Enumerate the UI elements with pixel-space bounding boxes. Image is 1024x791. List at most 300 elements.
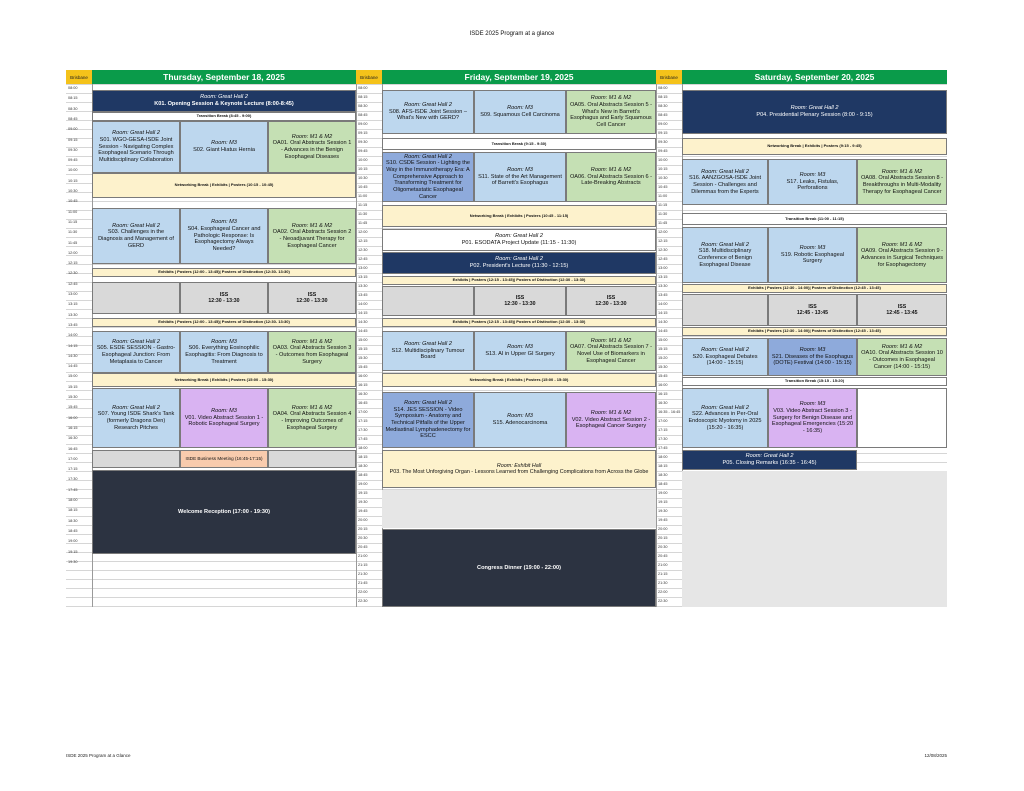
- day-header-sat: Saturday, September 20, 2025: [682, 70, 947, 84]
- session-oa08[interactable]: [857, 159, 947, 205]
- time-label: 18:30: [358, 464, 368, 468]
- time-label: 16:00: [658, 383, 668, 387]
- business-meeting[interactable]: ISDE Business Meeting (16:45-17:15): [180, 450, 268, 468]
- time-label: 17:00: [658, 419, 668, 423]
- time-label: 16:45: [358, 401, 368, 405]
- time-label: 21:30: [658, 581, 668, 585]
- room-label: Room: M3: [507, 413, 533, 420]
- time-label: 11:00: [658, 194, 668, 198]
- session-title: V01. Video Abstract Session 1 - Robotic Esophageal Surgery: [184, 414, 264, 428]
- congress-dinner[interactable]: Congress Dinner (19:00 - 22:00): [382, 529, 656, 607]
- networking-break: Networking Break | Exhibits | Posters (10:15 - 10:45): [92, 173, 356, 198]
- session-oa02[interactable]: [268, 208, 356, 264]
- session-title: V03. Video Abstract Session 3 - Surgery for Benign Disease and Esophageal Emergencies (15:20 - 16:35): [771, 407, 854, 435]
- time-label: 15:15: [658, 347, 668, 351]
- time-label: 18:45: [68, 528, 78, 533]
- time-label: 14:00: [68, 333, 78, 338]
- session-title: S14. JES SESSION - Video Symposium - Anatomy and Technical Pitfalls of the Upper Mediastinal Lymphadenectomy for ESCC: [385, 406, 471, 440]
- session-s05[interactable]: [92, 331, 180, 373]
- room-label: Room: Great Hall 2: [404, 153, 452, 160]
- room-label: Room: M1 & M2: [881, 241, 923, 248]
- session-s07[interactable]: [92, 388, 180, 448]
- room-label: Room: M1 & M2: [881, 343, 923, 350]
- session-title: OA03. Oral Abstracts Session 3 - Outcomes from Esophageal Surgery: [272, 345, 352, 365]
- time-label: 18:45: [358, 473, 368, 477]
- room-label: Room: M3: [507, 344, 533, 351]
- transition-break: Transition Break (15:15 - 15:20): [682, 377, 947, 386]
- time-label: 19:30: [658, 509, 668, 513]
- room-label: Room: M1 & M2: [590, 409, 632, 416]
- time-label: 16:00: [68, 415, 78, 420]
- time-label: 20:45: [358, 545, 368, 549]
- timezone-label-thu: Brisbane: [66, 70, 92, 84]
- session-title: S02. Giant Hiatus Hernia: [193, 147, 255, 153]
- session-title: S18. Multidisciplinary Conference of Benign Esophageal Disease: [697, 248, 753, 268]
- time-label: 14:30: [68, 353, 78, 358]
- exhibits-bar: Exhibits | Posters (12:15 - 13:45)| Posters of Distinction (12:30 - 13:30): [382, 276, 656, 285]
- session-p02[interactable]: [382, 252, 656, 274]
- session-title: V02. Video Abstract Session 2 - Esophageal Cancer Surgery: [571, 416, 651, 430]
- time-label: 14:45: [68, 364, 78, 369]
- session-p04[interactable]: [682, 90, 947, 134]
- exhibits-bar: Exhibits | Posters (12:15 - 13:45)| Posters of Distinction (12:30 - 13:30): [382, 318, 656, 327]
- page-title: ISDE 2025 Program at a glance: [469, 31, 555, 37]
- room-label: Room: Great Hall 2: [495, 256, 543, 263]
- session-s01[interactable]: [92, 121, 180, 173]
- time-label: 19:15: [358, 491, 368, 495]
- session-title: P03. The Most Unforgiving Organ - Lessons Learned from Challenging Complications from Across the Globe: [389, 469, 649, 475]
- program-grid: [66, 70, 947, 607]
- time-label: 09:45: [658, 149, 668, 153]
- room-label: Room: Great Hall 2: [701, 241, 749, 248]
- time-label: 15:45: [658, 374, 668, 378]
- time-label: 10:00: [358, 158, 368, 162]
- room-label: Room: M3: [211, 140, 237, 147]
- session-title: OA05. Oral Abstracts Session 5 - What's New in Barrett's Esophagus and Early Squamous Cell Cancer: [569, 101, 653, 129]
- time-label: 09:45: [68, 158, 78, 163]
- time-label: 13:00: [68, 292, 78, 296]
- session-iss[interactable]: [474, 286, 566, 316]
- session-s13[interactable]: [474, 331, 566, 371]
- exhibits-bar: Exhibits | Posters (12:30 - 14:00)| Posters of Distinction (12:45 - 13:45): [682, 327, 947, 336]
- time-label: 16:30: [68, 436, 78, 441]
- room-label: Room: Great Hall 2: [745, 453, 794, 460]
- session-title: OA01. Oral Abstracts Session 1 - Advances in the Benign Esophageal Diseases: [272, 140, 352, 160]
- room-label: Room: M1 & M2: [881, 168, 923, 175]
- session-title: S13. AI in Upper GI Surgery: [485, 351, 555, 357]
- time-label: 13:30: [358, 284, 368, 288]
- time-label: 17:45: [658, 446, 668, 450]
- time-label: 14:15: [68, 343, 78, 348]
- session-s09[interactable]: [474, 90, 566, 134]
- time-label: 15:15: [358, 347, 368, 351]
- time-label: 08:30: [68, 106, 78, 111]
- session-oa03[interactable]: [268, 331, 356, 373]
- time-label: 18:30: [658, 473, 668, 477]
- time-label: 17:15: [658, 428, 668, 432]
- time-label: 13:30: [658, 284, 668, 288]
- time-label: 17:30: [358, 428, 368, 432]
- time-label: 08:15: [658, 95, 668, 99]
- time-label: 17:00: [358, 410, 368, 414]
- transition-break: Transition Break (8:45 - 9:00): [92, 112, 356, 121]
- session-title: S03. Challenges in the Diagnosis and Management of GERD: [98, 229, 174, 249]
- empty-slot: [268, 450, 356, 468]
- session-iss[interactable]: [180, 282, 268, 314]
- room-label: Room: M1 & M2: [590, 166, 632, 173]
- time-label: 13:15: [68, 302, 78, 307]
- networking-break: Networking Break | Exhibits | Posters (10:45 - 11:15): [382, 205, 656, 227]
- time-label: 09:00: [658, 122, 668, 126]
- time-label: 10:15: [68, 178, 78, 183]
- time-label: 10:30: [68, 189, 78, 193]
- time-label: 10:45: [358, 185, 368, 189]
- time-label: 18:00: [658, 455, 668, 459]
- iss-title: ISS: [897, 303, 907, 310]
- time-label: 08:15: [68, 96, 78, 101]
- iss-time: 12:30 - 13:30: [504, 301, 536, 307]
- networking-break: Networking Break | Exhibits | Posters (15:00 - 15:30): [92, 373, 356, 387]
- session-title: OA02. Oral Abstracts Session 2 - Neoadjuvant Therapy for Esophageal Cancer: [272, 229, 352, 249]
- session-s17[interactable]: [768, 159, 857, 205]
- time-label: 18:45: [658, 482, 668, 486]
- time-label: 13:00: [658, 266, 668, 270]
- time-label: 17:30: [68, 477, 78, 482]
- room-label: Room: Great Hall 2: [701, 168, 749, 175]
- room-label: Room: M3: [211, 338, 237, 345]
- room-label: Room: Great Hall 2: [112, 404, 160, 411]
- time-label: 21:00: [358, 554, 368, 558]
- time-label: 12:15: [658, 239, 668, 243]
- session-title: S12. Multidisciplinary Tumour Board: [391, 347, 465, 361]
- session-oa09[interactable]: [857, 227, 947, 283]
- session-title: OA06. Oral Abstracts Session 6 - Late-Breaking Abstracts: [569, 173, 653, 187]
- time-label: 12:45: [658, 257, 668, 261]
- session-oa07[interactable]: [566, 331, 656, 371]
- time-label: 13:45: [358, 293, 368, 297]
- time-label: 10:45: [68, 199, 78, 204]
- session-s02[interactable]: [180, 121, 268, 173]
- session-title: OA09. Oral Abstracts Session 9 - Advances in Surgical Techniques for Esophagectomy: [860, 248, 944, 268]
- time-label: 10:30: [658, 176, 668, 180]
- room-label: Room: Great Hall 2: [112, 222, 160, 229]
- session-v02[interactable]: [566, 392, 656, 448]
- session-s21[interactable]: [768, 338, 857, 376]
- time-label: 14:00: [658, 302, 668, 306]
- time-label: 08:45: [658, 113, 668, 117]
- room-label: Room: M3: [211, 407, 237, 414]
- time-label: 11:00: [358, 194, 368, 198]
- grid-line: [66, 84, 947, 85]
- timezone-label-sat: Brisbane: [656, 70, 682, 84]
- room-label: Room: Great Hall 2: [404, 340, 452, 347]
- time-label: 15:45: [358, 365, 368, 369]
- session-title: P05. Closing Remarks (16:35 - 16:45): [722, 460, 817, 466]
- session-oa10[interactable]: [857, 338, 947, 376]
- time-label: 16:30: [658, 401, 668, 405]
- divider: [356, 84, 357, 607]
- session-s04[interactable]: [180, 208, 268, 264]
- session-title: S06. Everything Eosinophilic Esophagitis: From Diagnosis to Treatment: [185, 345, 263, 365]
- time-label: 18:30: [68, 518, 78, 523]
- iss-time: 12:30 - 13:30: [296, 298, 328, 304]
- room-label: Room: M3: [799, 401, 826, 408]
- session-s15[interactable]: [474, 392, 566, 448]
- session-s14[interactable]: [382, 392, 474, 448]
- time-label: 16:00: [358, 374, 368, 378]
- time-label: 14:15: [658, 311, 668, 315]
- time-column-sat: [656, 84, 682, 607]
- time-label: 13:45: [658, 293, 668, 297]
- time-label: 18:00: [68, 498, 78, 502]
- time-label: 12:15: [358, 239, 368, 243]
- session-title: S10. CSDE Session - Lighting the Way in the Immunotherapy Era: A Comprehensive Approach to Transforming Treatment for Oligometastatic Esophageal Cancer: [386, 160, 470, 200]
- session-iss[interactable]: [268, 282, 356, 314]
- time-label: 11:45: [658, 221, 668, 225]
- session-title: K01. Opening Session & Keynote Lecture (8:00-8:45): [154, 101, 294, 107]
- time-column-thu: [66, 84, 92, 568]
- time-label: 13:45: [68, 322, 78, 327]
- time-label: 08:00: [68, 86, 78, 90]
- empty-slot: [682, 294, 768, 326]
- time-label: 19:00: [658, 491, 668, 495]
- room-label: Room: Great Hall 2: [701, 346, 749, 353]
- session-v01[interactable]: [180, 388, 268, 448]
- exhibits-bar: Exhibits | Posters (12:00 - 13:45)| Posters of Distinction (12:30- 13:30): [92, 268, 356, 277]
- session-oa06[interactable]: [566, 152, 656, 202]
- time-label: 10:15: [358, 167, 368, 171]
- session-oa05[interactable]: [566, 90, 656, 134]
- session-p01[interactable]: [382, 229, 656, 251]
- time-label: 13:15: [658, 275, 668, 279]
- time-label: 19:15: [68, 549, 78, 554]
- time-label: 13:15: [358, 275, 368, 279]
- time-label: 22:00: [358, 590, 368, 594]
- time-label: 21:00: [658, 563, 668, 567]
- welcome-reception[interactable]: Welcome Reception (17:00 - 19:30): [92, 470, 356, 554]
- day-header-fri: Friday, September 19, 2025: [382, 70, 656, 84]
- time-label: 09:00: [68, 127, 78, 132]
- session-title: S17. Leaks, Fistulas, Perforations: [786, 178, 839, 192]
- iss-title: ISS: [219, 291, 229, 298]
- time-label: 08:15: [358, 95, 368, 99]
- time-label: 21:30: [358, 572, 368, 576]
- time-label: 15:00: [658, 338, 668, 342]
- time-label: 20:00: [358, 518, 368, 522]
- time-label: 17:30: [658, 437, 668, 441]
- session-s12[interactable]: [382, 331, 474, 371]
- time-label: 15:15: [68, 384, 78, 389]
- session-title: S21. Diseases of the Esophagus (DOTE) Festival (14:00 - 15:15): [771, 353, 854, 367]
- time-label: 19:45: [658, 518, 668, 522]
- session-p05[interactable]: [682, 450, 857, 470]
- time-label: 22:30: [358, 599, 368, 603]
- iss-time: 12:30 - 13:30: [208, 298, 240, 304]
- time-label: 16:15: [658, 392, 668, 396]
- room-label: Room: M1 & M2: [291, 222, 333, 229]
- room-label: Room: M1 & M2: [590, 337, 632, 344]
- room-label: Room: Great Hall 2: [200, 94, 248, 101]
- empty-slot: [382, 286, 474, 316]
- time-label: 16:35 - 16:45: [658, 410, 681, 414]
- session-iss[interactable]: [566, 286, 656, 316]
- time-label: 19:00: [358, 482, 368, 486]
- time-label: 15:00: [358, 338, 368, 342]
- time-label: 08:45: [68, 116, 78, 121]
- session-title: S15. Adenocarcinoma: [492, 420, 548, 426]
- time-label: 20:15: [358, 527, 368, 531]
- time-label: 09:45: [358, 149, 368, 153]
- session-title: S22. Advances in Per-Oral Endoscopic Myotomy in 2025 (15:20 - 16:35): [688, 411, 762, 431]
- session-title: OA07. Oral Abstracts Session 7 - Novel Use of Biomarkers in Esophageal Cancer: [569, 344, 653, 364]
- room-label: Room: M1 & M2: [291, 133, 333, 140]
- transition-break: Transition Break (11:00 - 11:15): [682, 213, 947, 225]
- time-label: 17:15: [358, 419, 368, 423]
- time-label: 11:00: [68, 209, 78, 214]
- time-label: 16:45: [68, 446, 78, 451]
- session-s18[interactable]: [682, 227, 768, 283]
- iss-title: ISS: [515, 294, 525, 301]
- session-s22[interactable]: [682, 388, 768, 448]
- iss-title: ISS: [606, 294, 616, 301]
- time-label: 13:00: [358, 266, 368, 270]
- time-label: 08:30: [658, 104, 668, 108]
- time-label: 18:15: [658, 464, 668, 468]
- session-iss[interactable]: [857, 294, 947, 326]
- time-label: 08:45: [358, 113, 368, 117]
- room-label: Room: M1 & M2: [590, 95, 632, 102]
- time-label: 12:30: [68, 271, 78, 276]
- room-label: Room: Great Hall 2: [112, 338, 160, 345]
- time-label: 16:15: [358, 383, 368, 387]
- room-label: Room: M3: [799, 171, 826, 178]
- time-label: 18:15: [68, 508, 78, 513]
- session-oa04[interactable]: [268, 388, 356, 448]
- room-label: Room: M3: [507, 105, 533, 112]
- session-p03[interactable]: [382, 450, 656, 488]
- session-iss[interactable]: [768, 294, 857, 326]
- session-title: P04. Presidential Plenary Session (8:00 - 9:15): [756, 112, 873, 118]
- time-label: 09:30: [358, 140, 368, 144]
- session-oa01[interactable]: [268, 121, 356, 173]
- session-k01[interactable]: [92, 90, 356, 112]
- time-label: 17:45: [358, 437, 368, 441]
- room-label: Room: Great Hall 2: [404, 101, 452, 108]
- session-s11[interactable]: [474, 152, 566, 202]
- session-title: OA04. Oral Abstracts Session 4 - Improving Outcomes of Esophageal Surgery: [272, 411, 352, 431]
- session-title: OA08. Oral Abstracts Session 8 - Breakthroughs in Multi-Modality Therapy for Esophageal Cancer: [860, 175, 944, 195]
- session-title: S09. Squamous Cell Carcinoma: [480, 112, 560, 118]
- session-title: S16. AANZGOSA-ISDE Joint Session - Challenges and Dilemmas from the Experts: [688, 175, 762, 195]
- room-label: Room: Exhibit Hall: [496, 462, 542, 469]
- room-label: Room: M1 & M2: [291, 338, 333, 345]
- iss-time: 12:45 - 13:45: [796, 310, 829, 316]
- time-label: 19:30: [68, 559, 78, 564]
- time-label: 22:00: [658, 590, 668, 594]
- room-label: Room: M3: [507, 166, 533, 173]
- time-label: 12:45: [358, 257, 368, 261]
- time-label: 12:45: [68, 281, 78, 286]
- session-s20[interactable]: [682, 338, 768, 376]
- time-label: 08:00: [358, 86, 368, 90]
- session-title: S11. State of the Art Management of Barrett's Esophagus: [478, 173, 562, 187]
- time-label: 19:00: [68, 539, 78, 544]
- room-label: Room: Great Hall 2: [404, 399, 452, 406]
- empty-slot: [682, 471, 947, 607]
- time-label: 11:30: [68, 230, 78, 235]
- time-label: 11:30: [358, 212, 368, 216]
- iss-time: 12:30 - 13:30: [595, 301, 627, 307]
- session-title: S01. WGO-GESA-ISDE Joint Session - Navigating Complex Esophageal Scenario Through Multidisciplinary Collaboration: [98, 136, 174, 164]
- time-label: 18:15: [358, 455, 368, 459]
- session-title: S05. ESDE SESSION - Gastro-Esophageal Junction: From Metaplasia to Cancer: [96, 345, 176, 365]
- time-label: 09:15: [358, 131, 368, 135]
- time-label: 21:15: [658, 572, 668, 576]
- session-s03[interactable]: [92, 208, 180, 264]
- session-s06[interactable]: [180, 331, 268, 373]
- time-label: 13:30: [68, 312, 78, 317]
- time-label: 14:00: [358, 302, 368, 306]
- iss-title: ISS: [808, 303, 817, 310]
- empty-slot: [382, 490, 656, 528]
- room-label: Room: Great Hall 2: [790, 105, 839, 112]
- time-label: 12:15: [68, 261, 78, 266]
- time-label: 19:30: [358, 500, 368, 504]
- day-header-thu: Thursday, September 18, 2025: [92, 70, 356, 84]
- time-label: 11:30: [658, 212, 668, 216]
- session-title: P02. President's Lecture (11:30 - 12:15): [469, 263, 569, 269]
- session-s10[interactable]: [382, 152, 474, 202]
- time-label: 11:45: [358, 221, 368, 225]
- time-label: 10:00: [658, 158, 668, 162]
- exhibits-bar: Exhibits | Posters (12:00 - 13:45)| Posters of Distinction (12:30- 13:30): [92, 318, 356, 327]
- time-label: 08:00: [658, 86, 668, 90]
- time-label: 17:15: [68, 467, 78, 472]
- time-label: 08:30: [358, 104, 368, 108]
- time-label: 19:45: [358, 509, 368, 513]
- time-label: 10:15: [658, 167, 668, 171]
- time-label: 12:30: [358, 248, 368, 252]
- time-label: 12:00: [68, 250, 78, 255]
- time-label: 12:00: [358, 230, 368, 234]
- time-label: 15:30: [358, 356, 368, 360]
- time-label: 14:30: [658, 320, 668, 324]
- session-title: S20. Esophageal Debates (14:00 - 15:15): [692, 353, 758, 367]
- session-s19[interactable]: [768, 227, 857, 283]
- empty-slot: [857, 388, 947, 448]
- time-label: 15:20: [658, 356, 668, 360]
- time-label: 22:30: [658, 599, 668, 603]
- session-v03[interactable]: [768, 388, 857, 448]
- transition-break: Transition Break (9:15 - 9:30): [382, 138, 656, 150]
- session-s08[interactable]: [382, 90, 474, 134]
- footer-right: 12/08/2025: [924, 753, 947, 758]
- session-title: S08. AFS-ISDE Joint Session – What's New with GERD?: [388, 108, 468, 122]
- time-label: 20:15: [658, 536, 668, 540]
- room-label: Room: M3: [799, 346, 826, 353]
- footer-left: ISDE 2025 Program at a Glance: [66, 753, 131, 758]
- session-title: OA10. Oral Abstracts Session 10 - Outcomes in Esophageal Cancer (14:00 - 15:15): [861, 350, 943, 370]
- time-label: 14:45: [358, 329, 368, 333]
- time-label: 11:15: [358, 203, 368, 207]
- exhibits-bar: Exhibits | Posters (12:30 - 14:00)| Posters of Distinction (12:45 - 13:45): [682, 284, 947, 293]
- networking-break: Networking Break | Exhibits | Posters (9:15 - 9:45): [682, 138, 947, 155]
- time-label: 19:15: [658, 500, 668, 504]
- time-label: 15:00: [68, 374, 78, 379]
- time-label: 09:15: [68, 137, 78, 142]
- session-s16[interactable]: [682, 159, 768, 205]
- session-title: S04. Esophageal Cancer and Pathologic Response: Is Esophagectomy Always Needed?: [187, 225, 261, 253]
